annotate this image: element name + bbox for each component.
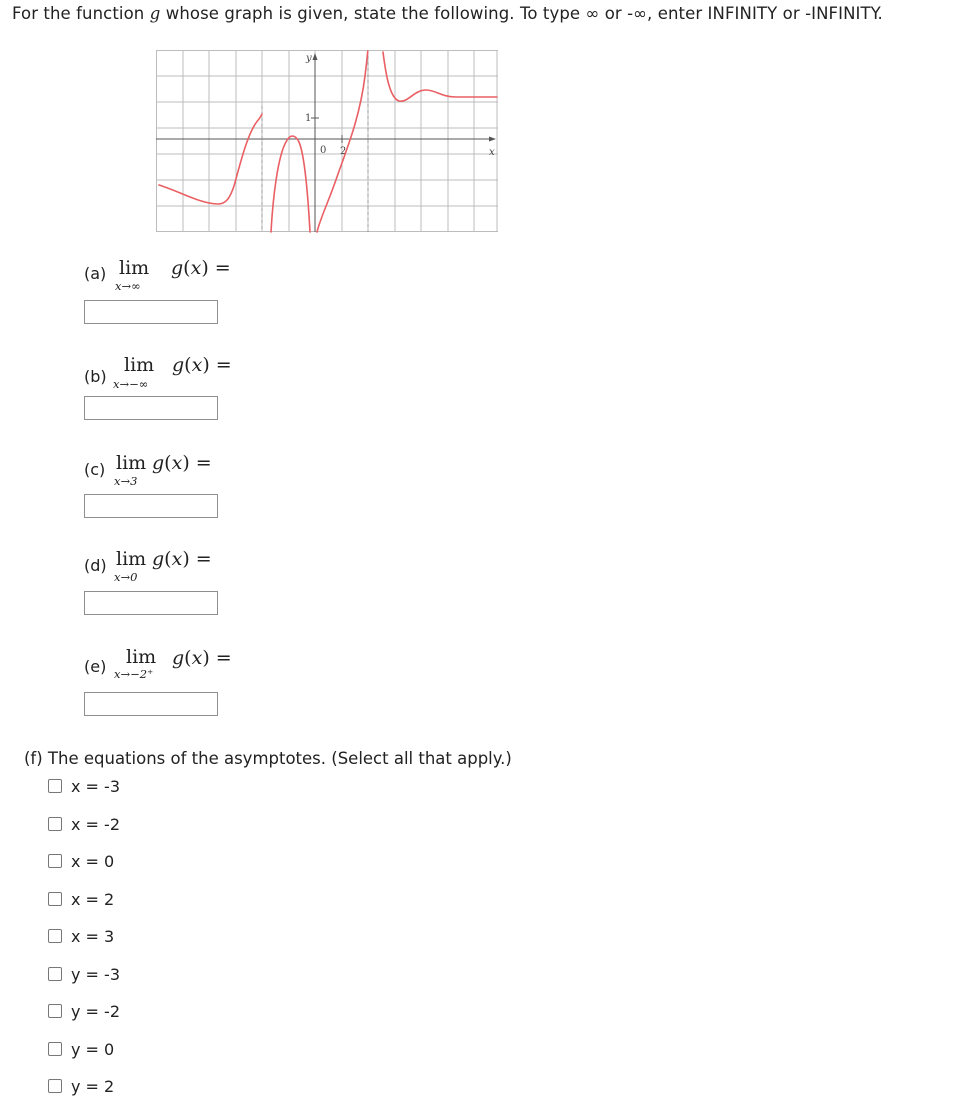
part-d-sub: x→0 — [114, 570, 138, 584]
option-label: y = -3 — [71, 964, 120, 984]
y-axis-arrow-icon — [313, 53, 318, 60]
checkbox[interactable] — [48, 817, 62, 831]
part-c-label: (c) — [84, 460, 106, 479]
curve-right-branch-right — [383, 52, 497, 101]
expr-open: ( — [184, 647, 192, 669]
option-y-2[interactable] — [48, 1076, 114, 1096]
curve-middle-branch — [271, 136, 310, 232]
option-label: y = 0 — [71, 1039, 115, 1059]
expr-x: x — [191, 354, 203, 376]
option-x-0[interactable] — [48, 851, 114, 871]
part-a-label: (a) — [84, 264, 107, 283]
part-b-answer-input[interactable] — [84, 396, 218, 420]
instructions-part2: whose graph is given, state the following. To type ∞ or -∞, enter INFINITY or -INFINITY. — [160, 4, 883, 23]
part-c-sub: x→3 — [114, 474, 138, 488]
part-b-expr — [172, 354, 232, 376]
option-x-neg3[interactable] — [48, 776, 120, 796]
checkbox[interactable] — [48, 854, 62, 868]
tick-label-1: 1 — [305, 113, 312, 124]
x-axis-label: x — [489, 147, 495, 158]
asymptotes-prompt: (f) The equations of the asymptotes. (Select all that apply.) — [24, 749, 512, 768]
option-x-neg2[interactable] — [48, 814, 120, 834]
expr-eq: = — [215, 354, 232, 376]
checkbox[interactable] — [48, 892, 62, 906]
option-label: x = -3 — [71, 776, 120, 796]
part-c-expr — [152, 452, 212, 474]
part-e-label: (e) — [84, 657, 107, 676]
part-b-sub: x→−∞ — [113, 377, 149, 391]
expr-open: ( — [164, 452, 172, 474]
function-curve — [159, 51, 497, 232]
expr-eq: = — [215, 647, 232, 669]
option-label: x = 2 — [71, 889, 115, 909]
part-e-expr — [172, 647, 232, 669]
option-label: x = -2 — [71, 814, 120, 834]
expr-close: ) — [182, 548, 190, 570]
part-b-label: (b) — [84, 367, 107, 386]
option-label: y = -2 — [71, 1001, 120, 1021]
checkbox[interactable] — [48, 967, 62, 981]
part-d-lim: lim — [116, 548, 147, 570]
expr-g: g — [152, 548, 165, 570]
part-a-lim: lim — [119, 257, 150, 279]
expr-open: ( — [164, 548, 172, 570]
part-e-answer-input[interactable] — [84, 692, 218, 716]
option-x-3[interactable] — [48, 926, 114, 946]
expr-eq: = — [195, 548, 212, 570]
checkbox[interactable] — [48, 1004, 62, 1018]
part-a-sub: x→∞ — [115, 279, 141, 293]
part-c-lim: lim — [116, 452, 147, 474]
expr-eq: = — [195, 452, 212, 474]
y-axis-label: y — [306, 53, 312, 64]
expr-close: ) — [202, 647, 210, 669]
option-label: x = 0 — [71, 851, 115, 871]
part-c-answer-input[interactable] — [84, 494, 218, 518]
part-d-expr — [152, 548, 212, 570]
expr-open: ( — [183, 257, 191, 279]
graph-svg — [156, 46, 498, 234]
part-b-lim: lim — [124, 354, 155, 376]
option-y-neg2[interactable] — [48, 1001, 120, 1021]
expr-eq: = — [214, 257, 231, 279]
option-label: x = 3 — [71, 926, 115, 946]
part-a-expr — [171, 257, 231, 279]
expr-g: g — [172, 647, 185, 669]
expr-x: x — [171, 548, 183, 570]
expr-x: x — [191, 647, 203, 669]
expr-close: ) — [201, 257, 209, 279]
part-a-answer-input[interactable] — [84, 300, 218, 324]
expr-x: x — [171, 452, 183, 474]
option-label: y = 2 — [71, 1076, 115, 1096]
instructions-part1: For the function — [12, 4, 150, 23]
function-name: g — [149, 4, 161, 23]
part-d-label: (d) — [84, 556, 107, 575]
option-y-neg3[interactable] — [48, 964, 120, 984]
tick-label-2: 2 — [340, 146, 347, 157]
instructions-text — [12, 4, 883, 23]
expr-x: x — [190, 257, 202, 279]
expr-g: g — [172, 354, 185, 376]
expr-close: ) — [202, 354, 210, 376]
part-e-lim: lim — [126, 646, 157, 668]
expr-g: g — [152, 452, 165, 474]
checkbox[interactable] — [48, 929, 62, 943]
checkbox[interactable] — [48, 779, 62, 793]
expr-close: ) — [182, 452, 190, 474]
expr-open: ( — [184, 354, 192, 376]
part-d-answer-input[interactable] — [84, 591, 218, 615]
checkbox[interactable] — [48, 1042, 62, 1056]
option-y-0[interactable] — [48, 1039, 114, 1059]
function-graph — [156, 46, 498, 238]
part-e-sub: x→−2⁺ — [114, 667, 154, 681]
tick-label-0: 0 — [320, 145, 327, 156]
expr-g: g — [171, 257, 184, 279]
x-axis-arrow-icon — [489, 137, 496, 142]
option-x-2[interactable] — [48, 889, 114, 909]
checkbox[interactable] — [48, 1079, 62, 1093]
